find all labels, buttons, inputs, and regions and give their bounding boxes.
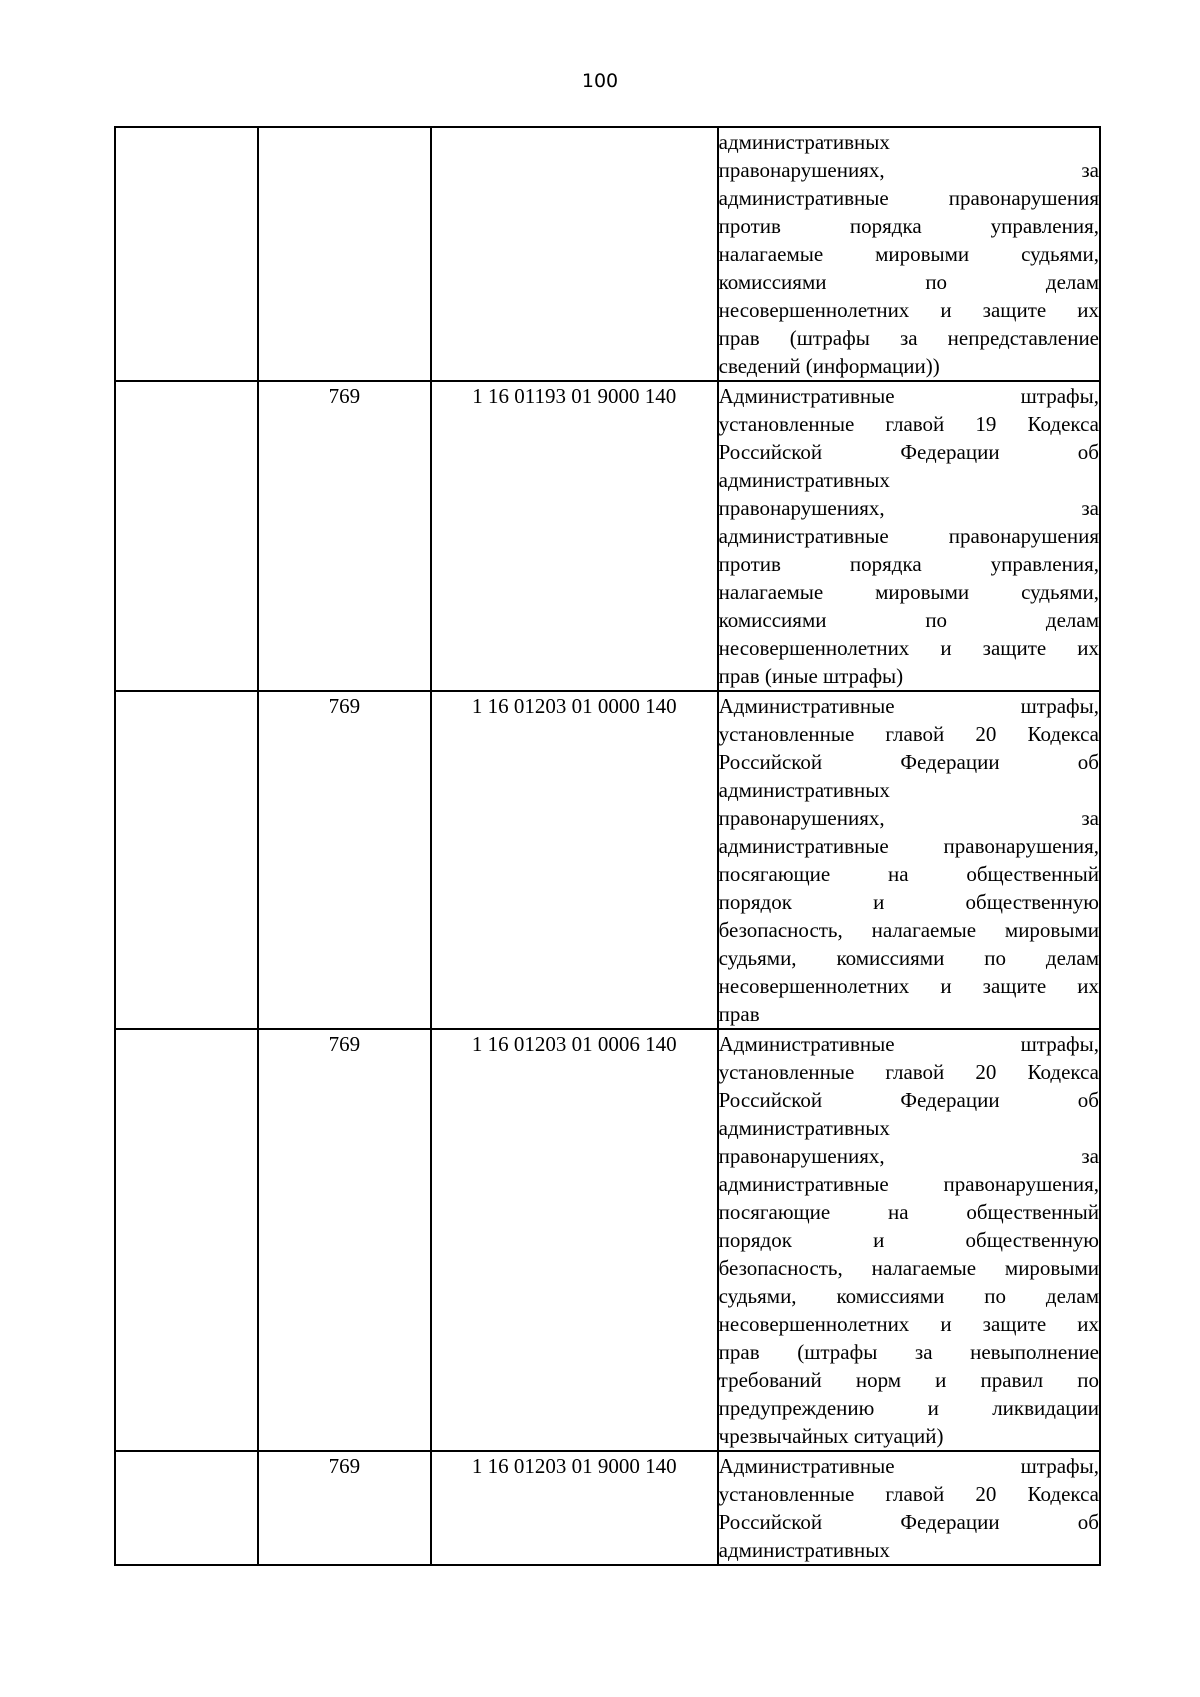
description-line: административных: [718, 778, 890, 802]
description-line: безопасность, налагаемые мировыми: [718, 918, 1099, 942]
description-line: установленные главой 20 Кодекса: [718, 1482, 1099, 1506]
table-row: [115, 1029, 1100, 1451]
description-line: правонарушениях, за: [718, 158, 1099, 182]
cell-kbk-code: 1 16 01203 01 9000 140: [431, 1451, 718, 1565]
table-row: [115, 691, 1100, 1029]
cell-empty-column: [115, 1451, 258, 1565]
description-line: Административные штрафы,: [718, 1032, 1099, 1056]
description-line: административных: [718, 468, 890, 492]
description-line: прав: [718, 1002, 760, 1026]
cell-kbk-code: 1 16 01193 01 9000 140: [431, 381, 718, 691]
description-line: Административные штрафы,: [718, 1454, 1099, 1478]
description-line: правонарушениях, за: [718, 1144, 1099, 1168]
description-line: порядок и общественную: [718, 1228, 1099, 1252]
description-line: несовершеннолетних и защите их: [718, 974, 1099, 998]
description-line: чрезвычайных ситуаций): [718, 1424, 944, 1448]
cell-kbk-code: 1 16 01203 01 0006 140: [431, 1029, 718, 1451]
description-line: посягающие на общественный: [718, 1200, 1099, 1224]
description-line: Административные штрафы,: [718, 694, 1099, 718]
table-row: [115, 127, 1100, 381]
description-line: несовершеннолетних и защите их: [718, 1312, 1099, 1336]
cell-empty-column: [115, 381, 258, 691]
cell-description: [718, 691, 1100, 1029]
cell-admin-code: 769: [258, 381, 431, 691]
description-line: прав (иные штрафы): [718, 664, 904, 688]
description-line: Административные штрафы,: [718, 384, 1099, 408]
description-line: административные правонарушения: [718, 186, 1099, 210]
description-line: порядок и общественную: [718, 890, 1099, 914]
table-row: [115, 1451, 1100, 1565]
cell-kbk-code: 1 16 01203 01 0000 140: [431, 691, 718, 1029]
description-line: предупреждению и ликвидации: [718, 1396, 1099, 1420]
description-line: против порядка управления,: [718, 552, 1099, 576]
cell-description: [718, 127, 1100, 381]
budget-classification-table: [114, 126, 1101, 1566]
description-line: административных: [718, 1116, 890, 1140]
cell-description: [718, 1451, 1100, 1565]
description-line: комиссиями по делам: [718, 608, 1099, 632]
description-line: прав (штрафы за невыполнение: [718, 1340, 1099, 1364]
cell-admin-code: [258, 127, 431, 381]
description-line: правонарушениях, за: [718, 496, 1099, 520]
description-line: судьями, комиссиями по делам: [718, 946, 1099, 970]
cell-description: [718, 381, 1100, 691]
description-line: Российской Федерации об: [718, 750, 1099, 774]
description-line: безопасность, налагаемые мировыми: [718, 1256, 1099, 1280]
cell-empty-column: [115, 691, 258, 1029]
description-line: прав (штрафы за непредставление: [718, 326, 1099, 350]
description-line: установленные главой 20 Кодекса: [718, 1060, 1099, 1084]
description-line: требований норм и правил по: [718, 1368, 1099, 1392]
description-line: Российской Федерации об: [718, 1088, 1099, 1112]
description-line: налагаемые мировыми судьями,: [718, 242, 1099, 266]
description-line: сведений (информации)): [718, 354, 940, 378]
description-line: против порядка управления,: [718, 214, 1099, 238]
description-line: административных: [718, 130, 890, 154]
description-line: судьями, комиссиями по делам: [718, 1284, 1099, 1308]
table-row: [115, 381, 1100, 691]
description-line: установленные главой 20 Кодекса: [718, 722, 1099, 746]
cell-empty-column: [115, 127, 258, 381]
cell-admin-code: 769: [258, 1451, 431, 1565]
description-line: налагаемые мировыми судьями,: [718, 580, 1099, 604]
description-line: административные правонарушения,: [718, 1172, 1099, 1196]
description-line: Российской Федерации об: [718, 440, 1099, 464]
table-body: [115, 127, 1100, 1565]
description-line: несовершеннолетних и защите их: [718, 636, 1099, 660]
cell-admin-code: 769: [258, 691, 431, 1029]
cell-kbk-code: [431, 127, 718, 381]
description-line: административные правонарушения,: [718, 834, 1099, 858]
cell-description: [718, 1029, 1100, 1451]
description-line: несовершеннолетних и защите их: [718, 298, 1099, 322]
description-line: установленные главой 19 Кодекса: [718, 412, 1099, 436]
cell-empty-column: [115, 1029, 258, 1451]
page-number: 100: [581, 70, 619, 92]
description-line: комиссиями по делам: [718, 270, 1099, 294]
description-line: посягающие на общественный: [718, 862, 1099, 886]
description-line: правонарушениях, за: [718, 806, 1099, 830]
description-line: административные правонарушения: [718, 524, 1099, 548]
description-line: административных: [718, 1538, 890, 1562]
description-line: Российской Федерации об: [718, 1510, 1099, 1534]
cell-admin-code: 769: [258, 1029, 431, 1451]
